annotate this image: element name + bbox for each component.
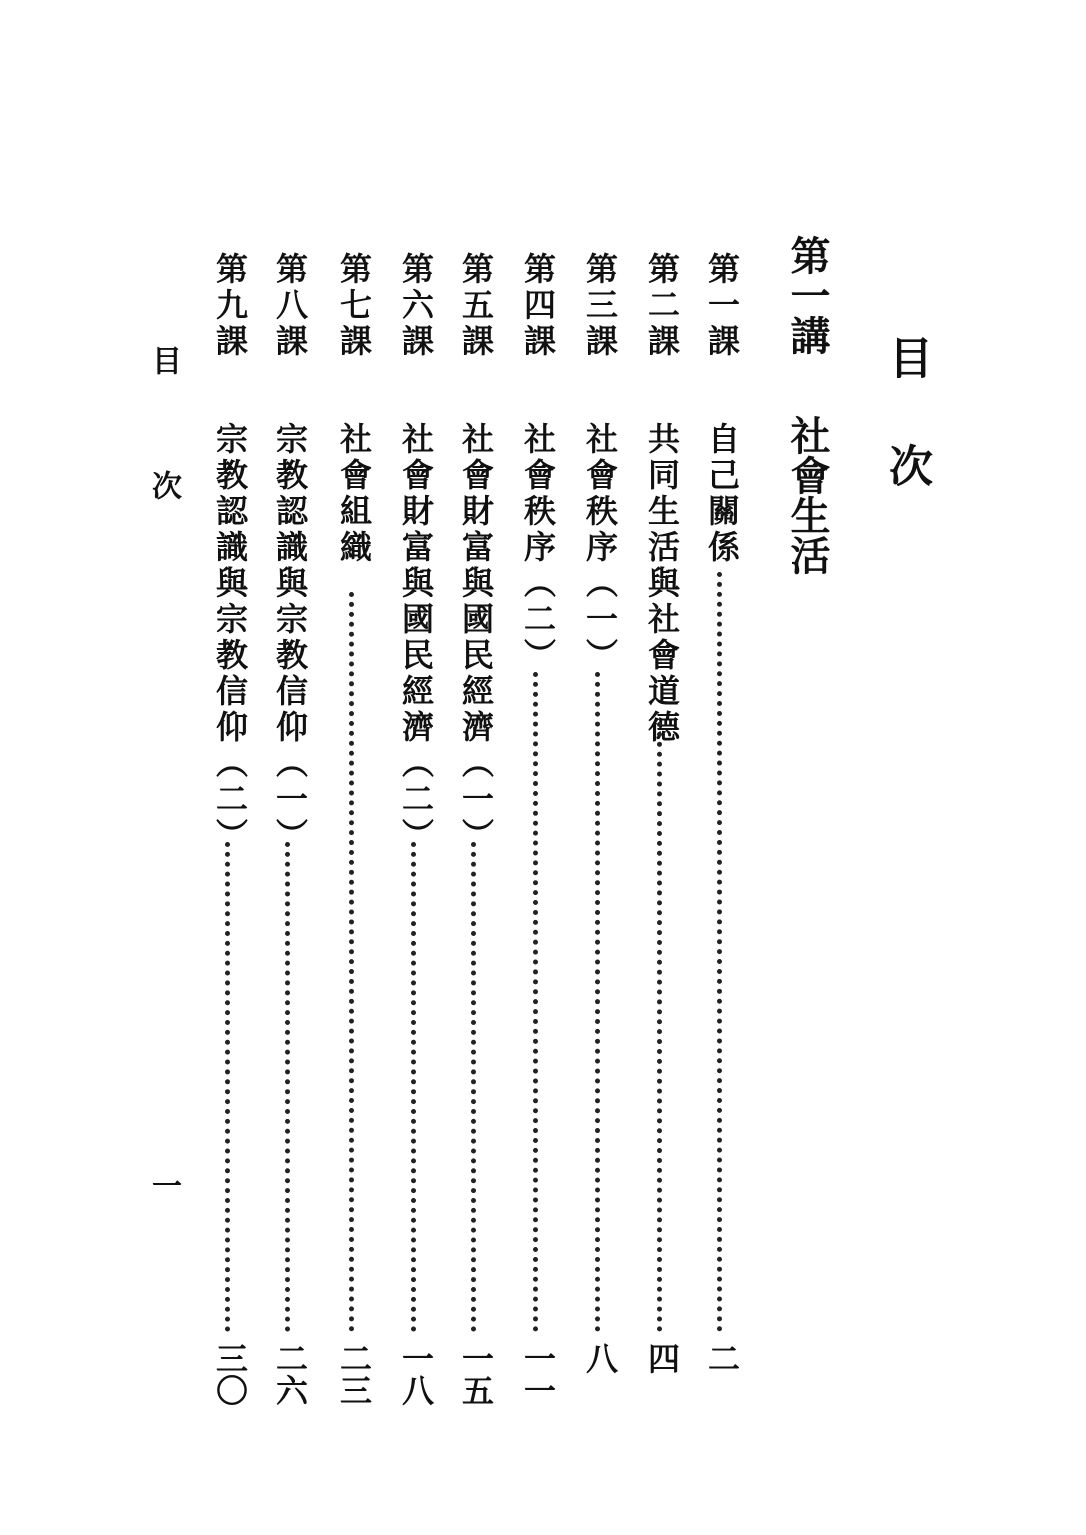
lesson-label: 第九課	[211, 252, 249, 360]
toc-entry[interactable]	[642, 252, 681, 1392]
lesson-title: 宗教認識與宗教信仰（一）	[271, 422, 309, 854]
lecture-heading	[784, 235, 831, 575]
lesson-label: 第三課	[581, 252, 619, 360]
dot-leader	[717, 572, 722, 1332]
page-number: 三〇	[211, 1342, 249, 1406]
lesson-label: 第七課	[335, 252, 373, 360]
dot-leader	[225, 842, 230, 1332]
page-number: 二三	[335, 1342, 373, 1406]
lesson-label: 第八課	[271, 252, 309, 360]
lesson-title: 社會組織	[335, 422, 373, 566]
lecture-title: 社會生活	[784, 415, 831, 575]
dot-leader	[471, 842, 476, 1332]
dot-leader	[657, 722, 662, 1332]
page-number: 一五	[457, 1342, 495, 1406]
toc-entry[interactable]	[334, 252, 373, 1406]
dot-leader	[533, 672, 538, 1332]
page-number: 一一	[519, 1342, 557, 1406]
dot-leader	[285, 842, 290, 1332]
toc-entry[interactable]	[580, 252, 619, 1392]
toc-entry[interactable]	[702, 252, 741, 1392]
toc-entry[interactable]	[518, 252, 557, 1406]
lesson-label: 第五課	[457, 252, 495, 360]
lesson-label: 第二課	[643, 252, 681, 360]
lesson-title: 共同生活與社會道德	[643, 422, 681, 746]
lesson-title: 社會秩序（二）	[519, 422, 557, 674]
lecture-label: 第一講	[784, 235, 831, 355]
lesson-title: 社會秩序（一）	[581, 422, 619, 674]
dot-leader	[411, 842, 416, 1332]
dot-leader	[595, 672, 600, 1332]
lesson-title: 社會財富與國民經濟（一）	[457, 422, 495, 854]
running-head-part2: 次	[146, 470, 181, 500]
lesson-label: 第六課	[397, 252, 435, 360]
toc-entry[interactable]	[396, 252, 435, 1406]
page-number: 二六	[271, 1342, 309, 1406]
dot-leader	[349, 592, 354, 1332]
lesson-title: 社會財富與國民經濟（二）	[397, 422, 435, 854]
page-number: 二	[703, 1342, 741, 1374]
lesson-label: 第一課	[703, 252, 741, 360]
page-number: 一八	[397, 1342, 435, 1406]
folio-page-number: 一	[146, 1170, 181, 1200]
lesson-title: 自己關係	[703, 422, 741, 566]
page-title: 目次	[881, 335, 932, 551]
running-head-part1: 目	[146, 345, 181, 375]
page-number: 四	[643, 1342, 681, 1374]
lesson-title: 宗教認識與宗教信仰（二）	[211, 422, 249, 854]
lesson-label: 第四課	[519, 252, 557, 360]
toc-entry[interactable]	[456, 252, 495, 1406]
toc-entry[interactable]	[270, 252, 309, 1406]
toc-entry[interactable]	[210, 252, 249, 1406]
page-number: 八	[581, 1342, 619, 1374]
